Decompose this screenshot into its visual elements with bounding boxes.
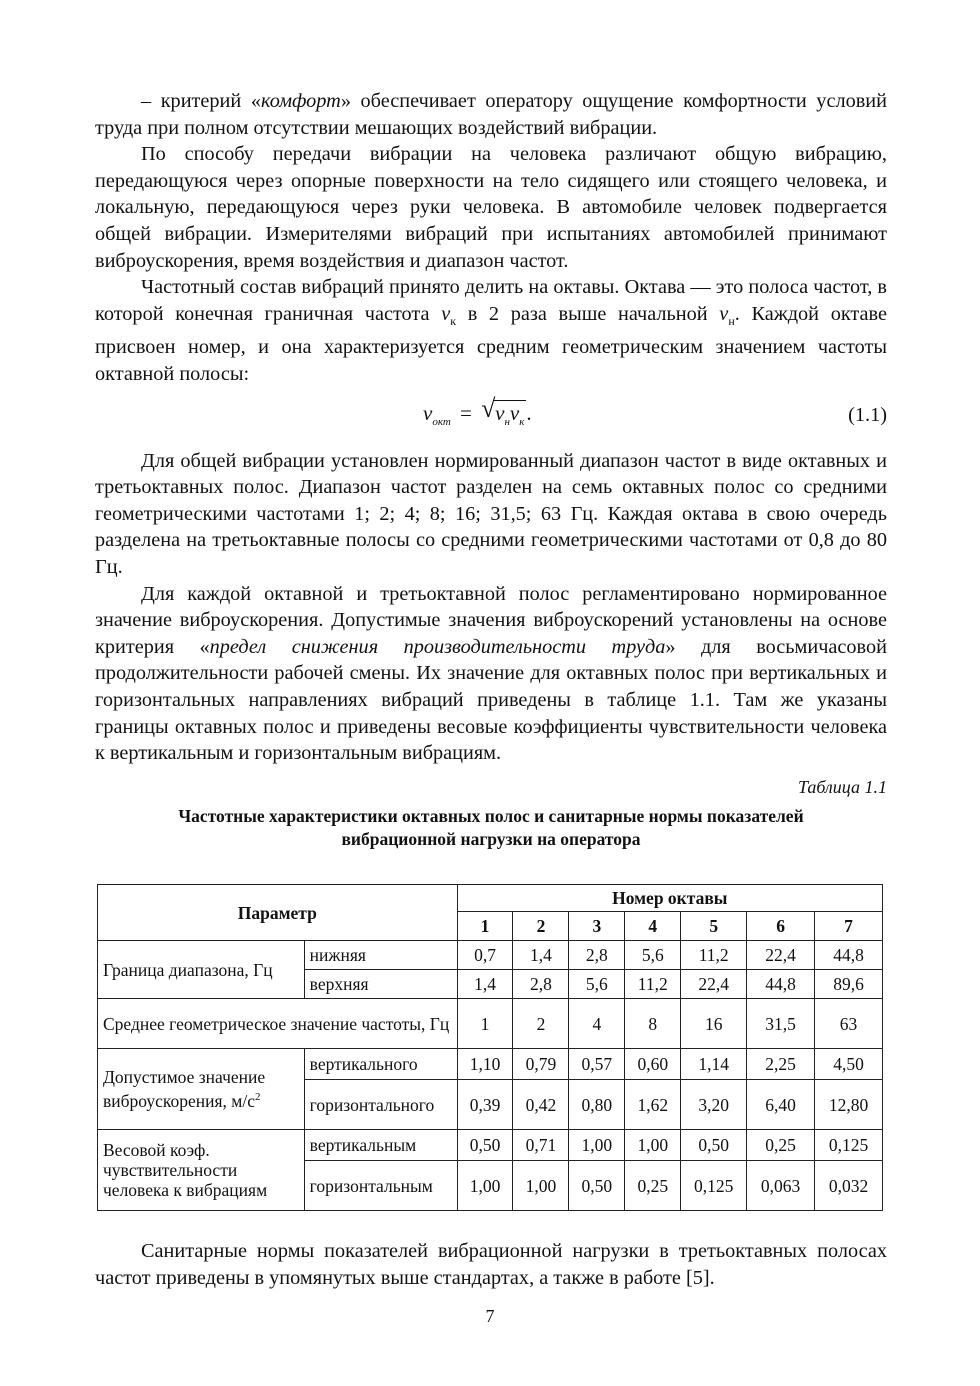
horizontal-accel-cell-2: 0,42 [513,1080,569,1130]
mean-frequency-cell-4: 8 [625,999,681,1049]
horizontal-weight-cell-6: 0,063 [747,1161,815,1211]
upper-bound-cell-4: 11,2 [625,970,681,999]
octave-table [97,884,883,1211]
row-weight-vertical-label: вертикальным [304,1130,457,1161]
octave-number-cell-2: 2 [513,912,569,941]
upper-bound-cell-1: 1,4 [457,970,513,999]
lower-bound-cell-3: 2,8 [569,941,625,970]
closing-paragraph-block [95,1238,887,1291]
row-horizontal-label: горизонтального [304,1080,457,1130]
lower-bound-cell-6: 22,4 [747,941,815,970]
table-label: Таблица 1.1 [797,776,887,797]
octave-number-cell-4: 4 [625,912,681,941]
horizontal-weight-cell-4: 0,25 [625,1161,681,1211]
horizontal-accel-cell-1: 0,39 [457,1080,513,1130]
vertical-accel-cell-2: 0,79 [513,1049,569,1080]
lower-bound-cell-5: 11,2 [681,941,747,970]
horizontal-accel-cell-3: 0,80 [569,1080,625,1130]
horizontal-accel-cell-7: 12,80 [815,1080,883,1130]
vertical-accel-cell-6: 2,25 [747,1049,815,1080]
group-acceleration-label: Допустимое значение виброускорения, $м/с^2$ [98,1049,305,1130]
mean-frequency-cell-2: 2 [513,999,569,1049]
equation-1-1 [95,392,887,442]
octave-number-cell-6: 6 [747,912,815,941]
row-upper-label: верхняя [304,970,457,999]
octave-number-cell-7: 7 [815,912,883,941]
mean-frequency-cell-3: 4 [569,999,625,1049]
vertical-weight-cell-6: 0,25 [747,1130,815,1161]
horizontal-accel-cell-6: 6,40 [747,1080,815,1130]
equation-formula: $\nu_{окт}$ = √ $\nu_н\nu_к$. [423,393,532,428]
upper-bound-cell-2: 2,8 [513,970,569,999]
lower-bound-cell-1: 0,7 [457,941,513,970]
horizontal-accel-cell-5: 3,20 [681,1080,747,1130]
horizontal-weight-cell-7: 0,032 [815,1161,883,1211]
vertical-accel-cell-5: 1,14 [681,1049,747,1080]
row-weight-horizontal-label: горизонтальным [304,1161,457,1211]
upper-bound-cell-3: 5,6 [569,970,625,999]
horizontal-weight-cell-5: 0,125 [681,1161,747,1211]
page-number: 7 [485,1306,495,1326]
page-body [95,88,887,857]
horizontal-weight-cell-2: 1,00 [513,1161,569,1211]
lower-bound-cell-7: 44,8 [815,941,883,970]
paragraph-frequency-range: Для общей вибрации установлен нормированный диапазон частот в виде октавных и третьоктавных полос. Диапазон частот разделен на семь октавных полос со средними геометрическими частотами 1; 2; 4; 8; 16; 31,5; 63 Гц. Каждая октава в свою очередь разделена на третьоктавные полосы со средними геометрическими частотами от 0,8 до 80 Гц. [95,449,887,578]
octave-number-cell-5: 5 [681,912,747,941]
vertical-accel-cell-1: 1,10 [457,1049,513,1080]
vertical-weight-cell-2: 0,71 [513,1130,569,1161]
vertical-accel-cell-7: 4,50 [815,1049,883,1080]
paragraph-octaves: Частотный состав вибраций принято делить на октавы. Октава — это полоса частот, в которой конечная граничная частота $\nu_к$ в 2 раза выше начальной $\nu_н$. Каждой октаве присвоен номер, и она характеризуется средним геометрическим значением частоты октавной полосы: [95,276,887,385]
paragraph-sanitary-norms: Санитарные нормы показателей вибрационной нагрузки в третьоктавных полосах частот приведены в упомянутых выше стандартах, а также в работе [5]. [95,1240,887,1289]
equation-number: (1.1) [848,403,887,426]
vertical-weight-cell-3: 1,00 [569,1130,625,1161]
mean-frequency-cell-1: 1 [457,999,513,1049]
row-lower-label: нижняя [304,941,457,970]
octave-number-cell-3: 3 [569,912,625,941]
vertical-weight-cell-1: 0,50 [457,1130,513,1161]
paragraph-vibration-transfer: По способу передачи вибрации на человека различают общую вибрацию, передающуюся через опорные поверхности на тело сидящего или стоящего человека, и локальную, передающуюся через руки человека. В автомобиле человек подвергается общей вибрации. Измерителями вибраций при испытаниях автомобилей принимают виброускорения, время воздействия и диапазон частот. [95,143,887,272]
vertical-accel-cell-4: 0,60 [625,1049,681,1080]
mean-frequency-cell-7: 63 [815,999,883,1049]
horizontal-accel-cell-4: 1,62 [625,1080,681,1130]
row-mean-label: Среднее геометрическое значение частоты, Гц [98,999,458,1049]
paragraph-normed-acceleration: Для каждой октавной и третьоктавной полос регламентировано нормированное значение виброускорения. Допустимые значения виброускорений установлены на основе критерия «предел снижения производительности труда» для восьмичасовой продолжительности рабочей смены. Их значение для октавных полос при вертикальных и горизонтальных направлениях вибраций приведены в таблице 1.1. Там же указаны границы октавных полос и приведены весовые коэффициенты чувствительности человека к вертикальным и горизонтальным вибрациям. [95,582,887,765]
group-weight-label: Весовой коэф. чувствительности человека к вибрациям [98,1130,305,1211]
mean-frequency-cell-5: 16 [681,999,747,1049]
upper-bound-cell-7: 89,6 [815,970,883,999]
vertical-weight-cell-7: 0,125 [815,1130,883,1161]
octave-number-cell-1: 1 [457,912,513,941]
upper-bound-cell-6: 44,8 [747,970,815,999]
header-parameter: Параметр [98,885,458,941]
vertical-weight-cell-5: 0,50 [681,1130,747,1161]
table-title: Частотные характеристики октавных полос и санитарные нормы показателей вибрационной нагрузки на оператора [178,805,804,849]
row-vertical-label: вертикального [304,1049,457,1080]
group-range-label: Граница диапазона, Гц [98,941,305,999]
upper-bound-cell-5: 22,4 [681,970,747,999]
lower-bound-cell-2: 1,4 [513,941,569,970]
paragraph-comfort: – критерий «комфорт» обеспечивает оператору ощущение комфортности условий труда при полном отсутствии мешающих воздействий вибрации. [95,90,887,139]
vertical-accel-cell-3: 0,57 [569,1049,625,1080]
horizontal-weight-cell-3: 0,50 [569,1161,625,1211]
lower-bound-cell-4: 5,6 [625,941,681,970]
horizontal-weight-cell-1: 1,00 [457,1161,513,1211]
vertical-weight-cell-4: 1,00 [625,1130,681,1161]
header-octave-number: Номер октавы [457,885,882,912]
mean-frequency-cell-6: 31,5 [747,999,815,1049]
